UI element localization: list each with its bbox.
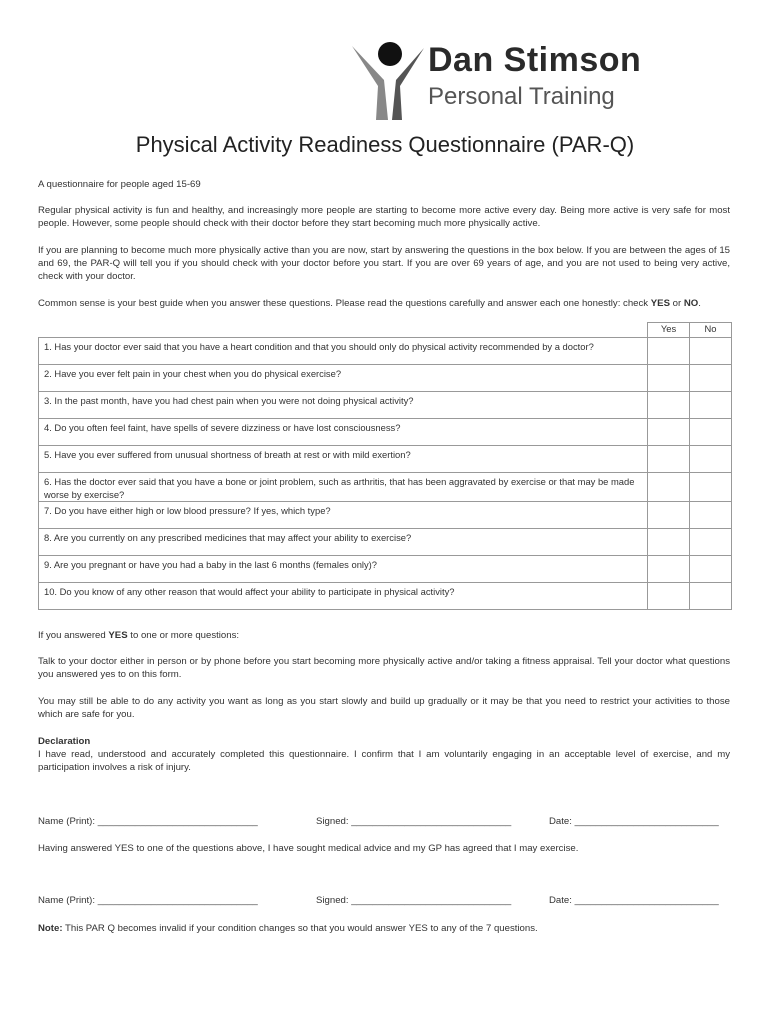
declaration-text: I have read, understood and accurately completed this questionnaire. I confirm that I am voluntarily engaging in an acceptable level of exercise, and my participation involves a risk of injury. (38, 749, 730, 773)
column-no: No (690, 323, 732, 338)
question-1-no-checkbox[interactable] (690, 338, 732, 365)
question-8-no-checkbox[interactable] (690, 529, 732, 556)
page-title: Physical Activity Readiness Questionnaire (PAR-Q) (135, 132, 635, 157)
declaration-heading: Declaration (38, 736, 91, 747)
question-8-yes-checkbox[interactable] (648, 529, 690, 556)
column-yes: Yes (648, 323, 690, 338)
note-text: This PAR Q becomes invalid if your condition changes so that you would answer YES to any of the 7 questions. (62, 923, 538, 934)
question-7-yes-checkbox[interactable] (648, 502, 690, 529)
question-2: 2. Have you ever felt pain in your chest when you do physical exercise? (39, 365, 648, 392)
gp-name-print-field[interactable]: Name (Print): ______________________________ (38, 895, 258, 906)
brand-name: Dan Stimson (428, 41, 642, 79)
talk-to-doctor-paragraph: Talk to your doctor either in person or by phone before you start becoming more physically active and/or taking a fitness appraisal. Tell your doctor what questions you answered yes to on this form. (38, 656, 730, 680)
signed-field[interactable]: Signed: ______________________________ (316, 816, 512, 827)
question-9-no-checkbox[interactable] (690, 556, 732, 583)
question-7: 7. Do you have either high or low blood pressure? If yes, which type? (39, 502, 648, 529)
question-2-no-checkbox[interactable] (690, 365, 732, 392)
question-5-no-checkbox[interactable] (690, 446, 732, 473)
table-row (39, 556, 732, 583)
gp-statement: Having answered YES to one of the questions above, I have sought medical advice and my GP has agreed that I may exercise. (38, 843, 579, 854)
note-label: Note: (38, 923, 63, 934)
question-4-no-checkbox[interactable] (690, 419, 732, 446)
table-row (39, 473, 732, 502)
question-3: 3. In the past month, have you had chest pain when you were not doing physical activity? (39, 392, 648, 419)
question-6: 6. Has the doctor ever said that you have a bone or joint problem, such as arthritis, that has been aggravated by exercise or that may be made worse by exercise? (39, 473, 648, 502)
question-6-no-checkbox[interactable] (690, 473, 732, 502)
question-10-yes-checkbox[interactable] (648, 583, 690, 610)
question-4: 4. Do you often feel faint, have spells of severe dizziness or have lost consciousness? (39, 419, 648, 446)
table-row (39, 502, 732, 529)
if-yes-bold: YES (108, 630, 128, 641)
intro-paragraph-2: If you are planning to become much more physically active than you are now, start by answering the questions in the box below. If you are between the ages of 15 and 69, the PAR-Q will tell you if you should check with your doctor before you start. If you are over 69 years of age, and you are not used to being very active, check with your doctor. (38, 245, 730, 282)
question-8: 8. Are you currently on any prescribed medicines that may affect your ability to exercise? (39, 529, 648, 556)
question-9: 9. Are you pregnant or have you had a baby in the last 6 months (females only)? (39, 556, 648, 583)
if-yes-text: If you answered (38, 630, 109, 641)
gp-signed-field[interactable]: Signed: ______________________________ (316, 895, 512, 906)
figure-logo-icon (350, 40, 426, 122)
table-row (39, 338, 732, 365)
question-6-yes-checkbox[interactable] (648, 473, 690, 502)
instructions-end: . (698, 298, 701, 309)
date-field[interactable]: Date: ___________________________ (549, 816, 719, 827)
question-5-yes-checkbox[interactable] (648, 446, 690, 473)
table-row (39, 529, 732, 556)
question-10: 10. Do you know of any other reason that would affect your ability to participate in physical activity? (39, 583, 648, 610)
table-row (39, 583, 732, 610)
gp-date-field[interactable]: Date: ___________________________ (549, 895, 719, 906)
if-yes-heading (38, 629, 730, 642)
if-yes-text-end: to one or more questions: (127, 630, 240, 641)
may-still-paragraph: You may still be able to do any activity you want as long as you start slowly and build up gradually or it may be that you need to restrict your activities to those which are safe for you. (38, 696, 730, 720)
instructions-no: NO (683, 298, 699, 309)
instructions-yes: YES (650, 298, 670, 309)
table-header-row (39, 323, 732, 338)
instructions-paragraph (38, 297, 730, 310)
instructions-text: Common sense is your best guide when you answer these questions. Please read the questions carefully and answer each one honestly: check (38, 298, 651, 309)
instructions-or: or (669, 298, 684, 309)
brand-logo (350, 40, 670, 122)
table-header-blank (39, 323, 648, 338)
name-print-field[interactable]: Name (Print): ______________________________ (38, 816, 258, 827)
question-10-no-checkbox[interactable] (690, 583, 732, 610)
table-row (39, 392, 732, 419)
note-paragraph (38, 922, 730, 935)
intro-paragraph-1: Regular physical activity is fun and healthy, and increasingly more people are starting to become more active every day. Being more active is very safe for most people. However, some people should check with their doctor before they start becoming much more physically active. (38, 205, 730, 229)
question-9-yes-checkbox[interactable] (648, 556, 690, 583)
question-3-no-checkbox[interactable] (690, 392, 732, 419)
question-1-yes-checkbox[interactable] (648, 338, 690, 365)
table-row (39, 446, 732, 473)
question-7-no-checkbox[interactable] (690, 502, 732, 529)
brand-subtitle: Personal Training (428, 83, 615, 110)
brand-text (428, 40, 641, 112)
question-5: 5. Have you ever suffered from unusual shortness of breath at rest or with mild exertion? (39, 446, 648, 473)
table-row (39, 365, 732, 392)
question-2-yes-checkbox[interactable] (648, 365, 690, 392)
document-subtitle: A questionnaire for people aged 15-69 (38, 179, 201, 190)
parq-table (38, 322, 732, 610)
table-row (39, 419, 732, 446)
question-4-yes-checkbox[interactable] (648, 419, 690, 446)
question-1: 1. Has your doctor ever said that you have a heart condition and that you should only do physical activity recommended by a doctor? (39, 338, 648, 365)
question-3-yes-checkbox[interactable] (648, 392, 690, 419)
